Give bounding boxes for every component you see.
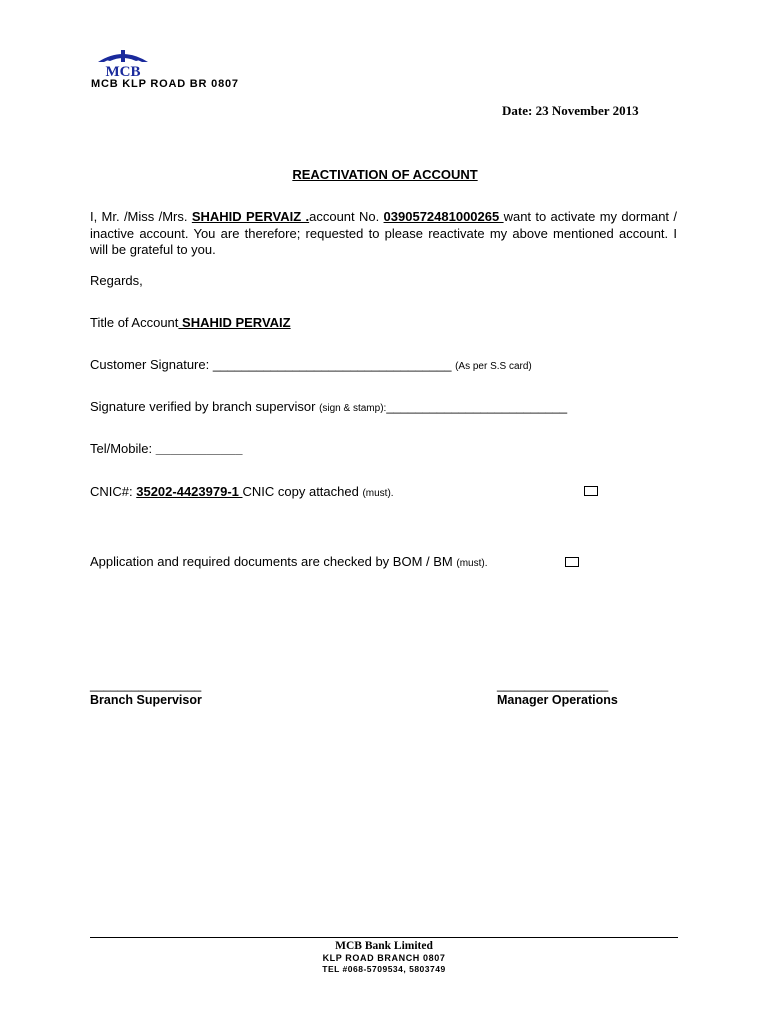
verified-note: (sign & stamp): (319, 403, 387, 414)
letter-body (90, 209, 677, 259)
tel-blank: ____________ (155, 441, 243, 456)
logo-text: MCB (105, 64, 141, 78)
customer-signature-label: Customer Signature: _________________________________ (90, 357, 452, 372)
regards: Regards, (90, 273, 143, 288)
customer-name: SHAHID PERVAIZ . (191, 209, 310, 224)
cnic-value: 35202-4423979-1 (136, 484, 243, 499)
body-prefix: I, Mr. /Miss /Mrs. (90, 209, 192, 224)
footer-bank-name: MCB Bank Limited (335, 940, 433, 952)
tel-label: Tel/Mobile: (90, 441, 156, 456)
letter-title (0, 167, 768, 182)
application-check-field (90, 554, 487, 569)
branch-supervisor-sign-line: ________________ (90, 678, 202, 692)
letter-title-text: REACTIVATION OF ACCOUNT (292, 167, 478, 182)
footer-branch: KLP ROAD BRANCH 0807 (322, 953, 446, 963)
title-of-account-value: SHAHID PERVAIZ (178, 315, 291, 330)
manager-operations-label: Manager Operations (497, 693, 618, 707)
footer-divider (90, 937, 678, 938)
body-suffix: want to activate my dormant / inactive account. You are therefore; requested to please reactivate my above mentioned account. I will be grateful to you. (90, 209, 677, 257)
branch-code: MCB KLP ROAD BR 0807 (91, 78, 239, 90)
cnic-label: CNIC#: (90, 484, 137, 499)
documents-checked-checkbox[interactable] (565, 557, 579, 567)
verified-label: Signature verified by branch supervisor (90, 399, 320, 414)
footer-tel: TEL #068-5709534, 5803749 (322, 964, 446, 974)
manager-operations-sign-line: ________________ (497, 678, 609, 692)
application-note: (must). (456, 558, 488, 569)
mcb-logo-icon (92, 44, 154, 78)
verified-signature-field (90, 399, 567, 414)
verified-blank: _________________________ (386, 399, 568, 414)
cnic-field (90, 484, 394, 499)
account-number: 0390572481000265 (383, 209, 504, 224)
customer-signature-note: (As per S.S card) (455, 361, 532, 372)
title-of-account-label: Title of Account (90, 315, 179, 330)
customer-signature-field (90, 357, 532, 372)
tel-field (90, 441, 243, 456)
application-label: Application and required documents are checked by BOM / BM (90, 554, 457, 569)
cnic-copy-checkbox[interactable] (584, 486, 598, 496)
mcb-logo (92, 44, 154, 78)
title-of-account (90, 315, 291, 330)
letter-date: Date: 23 November 2013 (502, 103, 639, 118)
branch-supervisor-label: Branch Supervisor (90, 693, 202, 707)
cnic-attached: CNIC copy attached (242, 484, 363, 499)
body-account-label: account No. (309, 209, 384, 224)
cnic-note: (must). (362, 488, 394, 499)
